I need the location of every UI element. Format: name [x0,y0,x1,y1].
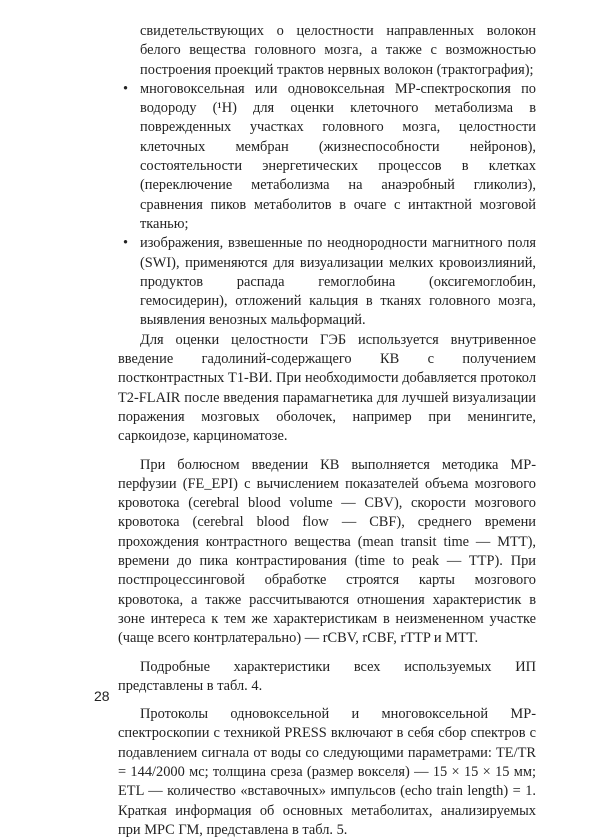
bullet-icon: • [123,235,129,252]
paragraph-bbb: Для оценки целостности ГЭБ используется внутривенное введение гадолиний-содержащего КВ с получением постконтрастных Т1-ВИ. При необходимости добавляется протокол T2-FLAIR после введения парамагнетика для лучшей визуализации поражения мозговых оболочек, например при менингите, саркоидозе, карциноматозе. [118,331,536,445]
bullet-text: изображения, взвешенные по неоднородности магнитного поля (SWI), применяются для визуализации мелких кровоизлияний, продуктов распада гемоглобина (оксигемоглобин, гемосидерин), отложений кальция в тканях головного мозга, выявления венозных мальформаций. [140,235,536,329]
paragraph-spectroscopy: Протоколы одновоксельной и многовоксельной МР-спектроскопии с техникой PRESS включают в себя сбор спектров с подавлением сигнала от воды со следующими параметрами: TE/TR = 144/2000 мс; толщина среза (размер вокселя) — 15 × 15 × 15 мм; ETL — количество «вставочных» импульсов (echo train length) = 1. Краткая информация об основных метаболитах, анализируемых при МРС ГМ, представлена в табл. 5. [118,706,536,838]
paragraph-table-ref: Подробные характеристики всех используемых ИП представлены в табл. 4. [118,658,536,694]
bullet-icon: • [123,80,129,97]
bullet-list [118,22,536,331]
bullet-text: свидетельствующих о целостности направленных волокон белого вещества головного мозга, а также с возможностью построения проекций трактов нервных волокон (трактография); [140,23,536,78]
page-number: 28 [94,688,110,704]
paragraph-perfusion: При болюсном введении КВ выполняется методика МР-перфузии (FE_EPI) с вычислением показателей объема мозгового кровотока (cerebral blood volume — CBV), скорости мозгового кровотока (cerebral blood flow — CBF), среднего времени прохождения контрастного вещества (mean transit time — MTT), времени до пика контрастирования (time to peak — TTP). При постпроцессинговой обработке строятся карты мозгового кровотока, а также рассчитываются отношения характеристик в зоне интереса к тем же характеристикам в неизмененном участке (чаще всего контрлатерально) — rCBV, rCBF, rTTP и MTT. [118,456,536,647]
bullet-item [118,234,536,330]
bullet-item [118,80,536,234]
page-body [118,22,536,840]
bullet-item [118,22,536,80]
bullet-text: многовоксельная или одновоксельная МР-спектроскопия по водороду (¹H) для оценки клеточного метаболизма в поврежденных участках головного мозга, целостности клеточных мембран (жизнеспособности нейронов), состоятельности энергетических процессов в клетках (переключение метаболизма на анаэробный гликолиз), сравнения пиков метаболитов в очаге с интактной мозговой тканью; [140,80,536,232]
